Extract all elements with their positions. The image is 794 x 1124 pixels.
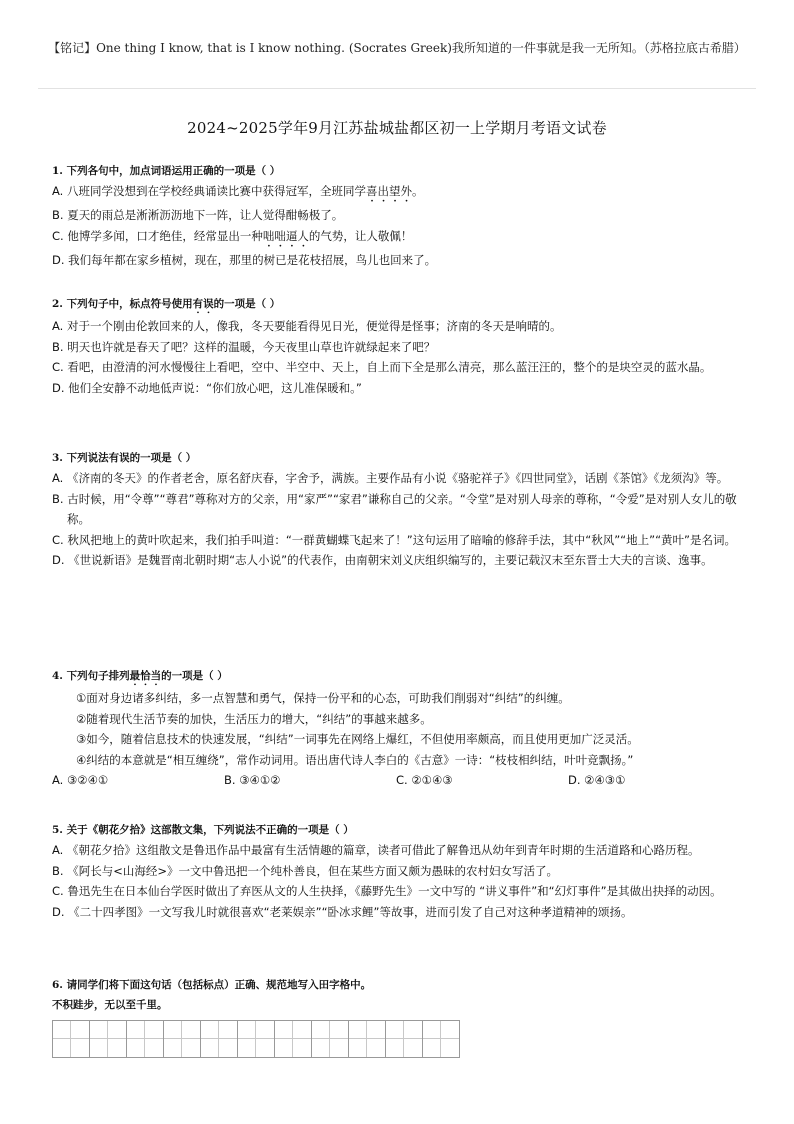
tianzige-cell[interactable] [386,1020,423,1058]
q2-stem-dotted-word: 有误 [192,298,214,310]
tianzige-grid [52,1020,752,1058]
tianzige-cell[interactable] [164,1020,201,1058]
question-4-sentence-1: ①面对身边诸多纠结，多一点智慧和勇气，保持一份平和的心态，可助我们削弱对“纠结”的纠缠。 [76,691,570,705]
tianzige-cell[interactable] [312,1020,349,1058]
question-1-stem: 1. 下列各句中，加点词语运用正确的一项是（ ） [52,165,281,177]
question-5-option-d[interactable]: D. 《二十四孝图》一文写我儿时就很喜欢“老莱娱亲”“卧冰求鲤”等故事，进而引发了自己对这种孝道精神的颂扬。 [52,904,633,919]
question-3-option-a[interactable]: A. 《济南的冬天》的作者老舍，原名舒庆春，字舍予，满族。主要作品有小说《骆驼祥子》《四世同堂》，话剧《茶馆》《龙须沟》等。 [52,471,729,485]
question-3-option-d[interactable]: D. 《世说新语》是魏晋南北朝时期“志人小说”的代表作，由南朝宋刘义庆组织编写的，主要记载汉末至东晋士大夫的言谈、逸事。 [52,553,713,568]
exam-title: 2024~2025学年9月江苏盐城盐都区初一上学期月考语文试卷 [187,119,607,137]
q1-a-end: 。 [411,184,424,198]
question-6-stem: 6. 请同学们将下面这句话（包括标点）正确、规范地写入田字格中。 [52,979,372,991]
q4-stem-text: 4. 下列句子排列 [52,670,130,682]
question-2-option-c[interactable]: C. 看吧，由澄清的河水慢慢往上看吧，空中、半空中、天上，自上而下全是那么清亮，那么蓝汪汪的，整个的是块空灵的蓝水晶。 [52,360,712,375]
q1-c-text: C. 他博学多闻，口才绝佳，经常显出一种 [52,228,263,243]
question-1-option-b[interactable]: B. 夏天的雨总是淅淅沥沥地下一阵，让人觉得酣畅极了。 [52,208,344,222]
question-1 [52,161,752,270]
question-4-option-a[interactable]: A. ③②④① [52,773,109,788]
question-1-option-a[interactable] [52,181,752,205]
question-2-option-b[interactable]: B. 明天也许就是春天了吧？这样的温暖，今天夜里山草也许就绿起来了吧？ [52,339,436,354]
q4-stem-end: 的一项是（ ） [161,670,228,682]
tianzige-cell[interactable] [275,1020,312,1058]
question-3-option-c[interactable]: C. 秋风把地上的黄叶吹起来，我们拍手叫道：“一群黄蝴蝶飞起来了！”这句运用了暗喻的修辞手法，其中“秋风”“地上”“黄叶”是名词。 [52,532,736,547]
question-2-option-d[interactable]: D. 他们全安静不动地低声说：“你们放心吧，这儿准保暖和。” [52,380,362,395]
question-6 [52,975,752,1058]
question-5 [52,820,752,922]
question-6-sentence: 不积跬步，无以至千里。 [52,999,168,1011]
header-motto: 【铭记】One thing I know, that is I know nothing. (Socrates Greek)我所知道的一件事就是我一无所知。（苏格拉底古希腊） [48,41,746,55]
question-1-option-c[interactable] [52,226,752,250]
tianzige-cell[interactable] [201,1020,238,1058]
tianzige-cell[interactable] [53,1020,90,1058]
question-4-option-b[interactable]: B. ③④①② [224,773,281,788]
tianzige-cell[interactable] [423,1020,460,1058]
tianzige-cell[interactable] [127,1020,164,1058]
question-2-stem [52,294,752,316]
question-4-sentence-2: ②随着现代生活节奏的加快，生活压力的增大，“纠结”的事越来越多。 [76,711,432,726]
question-5-option-a[interactable]: A. 《朝花夕拾》这组散文是鲁迅作品中最富有生活情趣的篇章，读者可借此了解鲁迅从幼年到青年时期的生活道路和心路历程。 [52,843,700,857]
question-5-stem: 5. 关于《朝花夕拾》这部散文集，下列说法不正确的一项是（ ） [52,824,354,836]
question-4-options [52,770,752,790]
question-2 [52,294,752,398]
question-5-option-c[interactable]: C. 鲁迅先生在日本仙台学医时做出了弃医从文的人生抉择，《藤野先生》一文中写的 “讲义事件”和“幻灯事件”是其做出抉择的动因。 [52,884,722,899]
question-4 [52,666,752,790]
q4-stem-dotted-word: 最恰当 [129,670,162,682]
question-3-stem: 3. 下列说法有误的一项是（ ） [52,452,197,464]
q1-a-text: A. 八班同学没想到在学校经典诵读比赛中获得冠军，全班同学 [52,184,366,198]
question-1-option-d[interactable]: D. 我们每年都在家乡植树，现在，那里的树已是花枝招展，鸟儿也回来了。 [52,252,437,267]
question-4-sentence-4: ④纠结的本意就是“相互缠绕”，常作动词用。语出唐代诗人李白的《古意》一诗：“枝枝相纠结，叶叶竞飘扬。” [76,752,634,767]
tianzige-cell[interactable] [349,1020,386,1058]
question-4-option-c[interactable]: C. ②①④③ [396,773,453,788]
q1-c-dotted-word: 咄咄逼人 [262,228,309,243]
question-5-option-b[interactable]: B. 《阿长与<山海经>》一文中鲁迅把一个纯朴善良，但在某些方面又颇为愚昧的农村妇女写活了。 [52,863,558,878]
q2-stem-end: 的一项是（ ） [213,298,281,310]
q1-c-end: 的气势，让人敬佩！ [308,228,413,243]
question-4-stem [52,666,752,688]
tianzige-cell[interactable] [90,1020,127,1058]
question-3-option-b[interactable]: B. 古时候，用“令尊”“尊君”尊称对方的父亲，用“家严”“家君”谦称自己的父亲。“令堂”是对别人母亲的尊称，“令爱”是对别人女儿的敬称。 [52,491,737,527]
q2-stem-text: 2. 下列句子中，标点符号使用 [52,298,193,310]
question-3 [52,448,752,571]
question-4-sentence-3: ③如今，随着信息技术的快速发展，“纠结”一词事先在网络上爆红，不但使用率颇高，而且使用更加广泛灵活。 [76,732,639,747]
q1-a-dotted-word: 喜出望外 [365,184,412,198]
question-4-option-d[interactable]: D. ②④③① [568,773,626,788]
question-2-option-a[interactable]: A. 对于一个刚由伦敦回来的人，像我，冬天要能看得见日光，便觉得是怪事；济南的冬天是响晴的。 [52,319,562,333]
tianzige-cell[interactable] [238,1020,275,1058]
header-divider [38,88,756,89]
